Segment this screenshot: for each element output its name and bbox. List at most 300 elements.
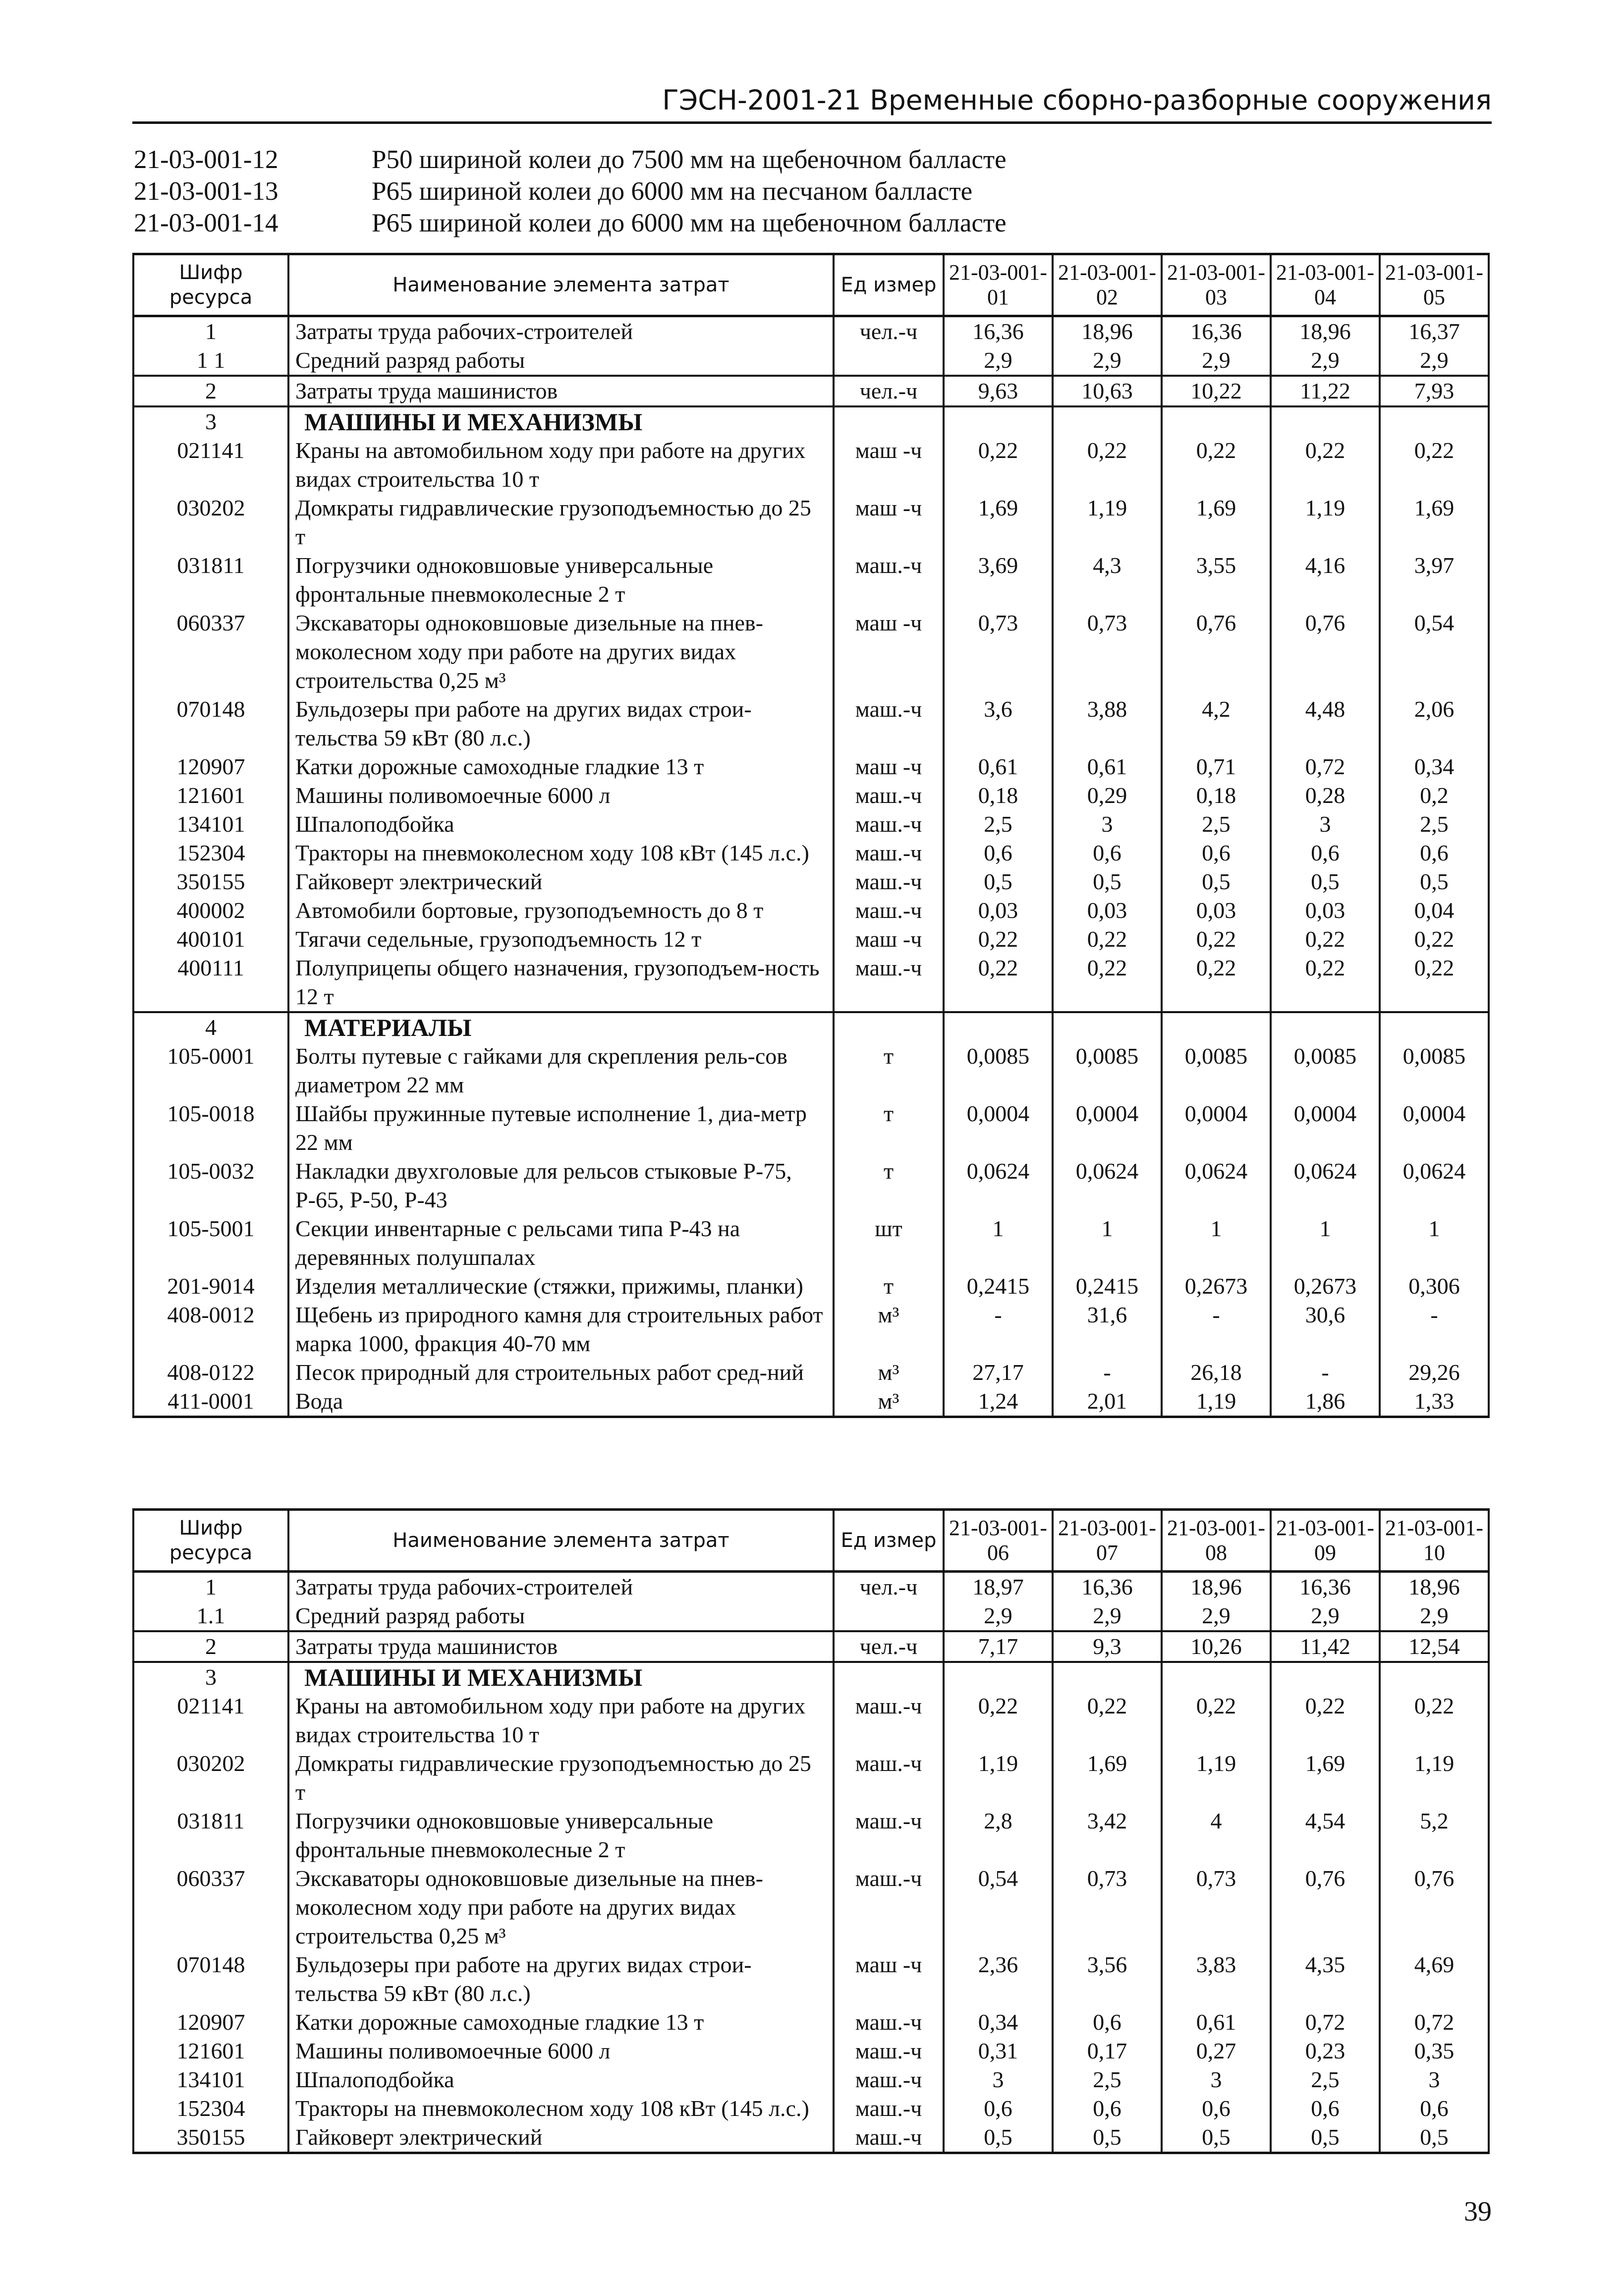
cell-value: 4,35 <box>1271 1950 1380 2008</box>
cell-value: 1 <box>1380 1214 1489 1272</box>
cell-value: 2,8 <box>944 1807 1053 1864</box>
cell-value <box>944 1012 1053 1042</box>
cell-name: Накладки двухголовые для рельсов стыковые Р-75, Р-65, Р-50, Р-43 <box>288 1157 834 1214</box>
cell-value: 3 <box>944 2065 1053 2094</box>
cell-cipher: 121601 <box>133 2037 288 2065</box>
cell-value: 0,72 <box>1271 752 1380 781</box>
cell-value: 0,22 <box>1053 954 1162 1012</box>
cell-value: 0,6 <box>944 839 1053 867</box>
table-row <box>133 1042 1489 1099</box>
cell-value: 1,69 <box>1380 494 1489 551</box>
cell-value: 0,18 <box>1162 781 1271 810</box>
cell-value: 0,71 <box>1162 752 1271 781</box>
cell-value: 0,0624 <box>1162 1157 1271 1214</box>
cell-name: Средний разряд работы <box>288 346 834 376</box>
cell-unit: т <box>834 1042 944 1099</box>
cell-value: 4,16 <box>1271 551 1380 609</box>
table-row <box>133 1214 1489 1272</box>
cell-name: Катки дорожные самоходные гладкие 13 т <box>288 752 834 781</box>
cell-name: Автомобили бортовые, грузоподъемность до 8 т <box>288 896 834 925</box>
cell-value: 0,31 <box>944 2037 1053 2065</box>
cell-value: 0,22 <box>944 436 1053 494</box>
table-row <box>133 2037 1489 2065</box>
table-row <box>133 1601 1489 1631</box>
table-row <box>133 1864 1489 1950</box>
cell-unit: м³ <box>834 1358 944 1387</box>
cell-value: 0,5 <box>944 2123 1053 2153</box>
cell-value: 16,36 <box>1162 316 1271 346</box>
cell-cipher: 2 <box>133 376 288 406</box>
cell-unit: маш.-ч <box>834 867 944 896</box>
code-description: Р65 шириной колеи до 6000 мм на щебеночном балласте <box>372 209 1007 237</box>
cell-value: 1,19 <box>1271 494 1380 551</box>
cell-unit: шт <box>834 1214 944 1272</box>
cell-value: 0,28 <box>1271 781 1380 810</box>
cell-value: 0,0004 <box>1271 1099 1380 1157</box>
table-row <box>133 1572 1489 1602</box>
table-row <box>133 1387 1489 1417</box>
cell-value: 0,03 <box>1271 896 1380 925</box>
cell-value <box>1380 1012 1489 1042</box>
cell-value: 18,96 <box>1380 1572 1489 1602</box>
table-row <box>133 1950 1489 2008</box>
header-cipher: Шифр ресурса <box>133 1510 288 1572</box>
table-row <box>133 609 1489 695</box>
cell-value: 0,22 <box>1162 954 1271 1012</box>
cell-name: Погрузчики одноковшовые универсальные фронтальные пневмоколесные 2 т <box>288 551 834 609</box>
cell-name: Домкраты гидравлические грузоподъемностью до 25 т <box>288 1749 834 1807</box>
cell-value: 0,306 <box>1380 1272 1489 1301</box>
cell-value: 0,73 <box>944 609 1053 695</box>
table-row <box>133 867 1489 896</box>
cell-value: 1 <box>1162 1214 1271 1272</box>
cell-cipher: 134101 <box>133 2065 288 2094</box>
cell-value <box>1380 1662 1489 1692</box>
code-number: 21-03-001-12 <box>134 145 279 174</box>
cell-cipher: 4 <box>133 1012 288 1042</box>
cell-name: Затраты труда рабочих-строителей <box>288 1572 834 1602</box>
cell-value: 0,0085 <box>944 1042 1053 1099</box>
cell-value: 0,0085 <box>1271 1042 1380 1099</box>
cell-unit: маш.-ч <box>834 1692 944 1749</box>
cell-value: 1,69 <box>1053 1749 1162 1807</box>
cell-name: МАТЕРИАЛЫ <box>288 1012 834 1042</box>
cell-cipher: 021141 <box>133 1692 288 1749</box>
cell-cipher: 134101 <box>133 810 288 839</box>
cell-cipher: 3 <box>133 1662 288 1692</box>
cell-value: 11,22 <box>1271 376 1380 406</box>
cell-value <box>1162 1012 1271 1042</box>
cell-cipher: 1 <box>133 316 288 346</box>
cell-value: 0,76 <box>1162 609 1271 695</box>
table-row <box>133 781 1489 810</box>
cell-cipher: 400002 <box>133 896 288 925</box>
table-row <box>133 1631 1489 1662</box>
cell-unit <box>834 346 944 376</box>
cell-value: 0,22 <box>1271 436 1380 494</box>
table-row <box>133 1692 1489 1749</box>
cell-name: Бульдозеры при работе на других видах строи-тельства 59 кВт (80 л.с.) <box>288 1950 834 2008</box>
cell-value: 0,03 <box>1162 896 1271 925</box>
cell-value: 0,34 <box>944 2008 1053 2037</box>
cell-value: 26,18 <box>1162 1358 1271 1387</box>
cell-name: Краны на автомобильном ходу при работе на других видах строительства 10 т <box>288 1692 834 1749</box>
cell-value: 18,97 <box>944 1572 1053 1602</box>
cell-value: 0,22 <box>1380 954 1489 1012</box>
cell-value: 0,73 <box>1053 609 1162 695</box>
cell-cipher: 021141 <box>133 436 288 494</box>
cell-value: 3,83 <box>1162 1950 1271 2008</box>
cell-value: 2,9 <box>1053 346 1162 376</box>
cell-value: 3 <box>1162 2065 1271 2094</box>
cell-name: Тракторы на пневмоколесном ходу 108 кВт (145 л.с.) <box>288 839 834 867</box>
table-row <box>133 954 1489 1012</box>
cell-value: 16,37 <box>1380 316 1489 346</box>
cell-cipher: 030202 <box>133 494 288 551</box>
cell-name: Тракторы на пневмоколесном ходу 108 кВт (145 л.с.) <box>288 2094 834 2123</box>
cell-unit: маш.-ч <box>834 2065 944 2094</box>
cell-value: 1 <box>944 1214 1053 1272</box>
cell-value: 18,96 <box>1271 316 1380 346</box>
cell-name: МАШИНЫ И МЕХАНИЗМЫ <box>288 406 834 436</box>
cell-value: 0,54 <box>944 1864 1053 1950</box>
cell-cipher: 105-0032 <box>133 1157 288 1214</box>
cell-value: 2,9 <box>1271 1601 1380 1631</box>
cell-value: - <box>944 1301 1053 1358</box>
cell-cipher: 031811 <box>133 1807 288 1864</box>
table-row <box>133 752 1489 781</box>
cell-value: - <box>1053 1358 1162 1387</box>
cell-value: 1,19 <box>1053 494 1162 551</box>
cell-cipher: 120907 <box>133 752 288 781</box>
cell-unit: чел.-ч <box>834 316 944 346</box>
header-name: Наименование элемента затрат <box>288 254 834 316</box>
cell-value: 2,9 <box>1162 346 1271 376</box>
cell-value: 7,93 <box>1380 376 1489 406</box>
cell-value: 0,27 <box>1162 2037 1271 2065</box>
cell-value: 0,0624 <box>1053 1157 1162 1214</box>
cell-unit: маш.-ч <box>834 695 944 752</box>
cell-name: Средний разряд работы <box>288 1601 834 1631</box>
cell-value: 2,06 <box>1380 695 1489 752</box>
cell-name: Краны на автомобильном ходу при работе на других видах строительства 10 т <box>288 436 834 494</box>
cell-cipher: 120907 <box>133 2008 288 2037</box>
table-row <box>133 1099 1489 1157</box>
cell-value: 2,9 <box>1053 1601 1162 1631</box>
cell-value <box>1271 1012 1380 1042</box>
cell-value: 1,19 <box>1380 1749 1489 1807</box>
cell-value: 7,17 <box>944 1631 1053 1662</box>
cell-value: 2,5 <box>1380 810 1489 839</box>
cell-value: 0,22 <box>944 925 1053 954</box>
cell-name: Шайбы пружинные путевые исполнение 1, диа-метр 22 мм <box>288 1099 834 1157</box>
cell-value <box>1053 406 1162 436</box>
cell-name: Домкраты гидравлические грузоподъемностью до 25 т <box>288 494 834 551</box>
cell-unit: маш.-ч <box>834 2008 944 2037</box>
cell-value: 27,17 <box>944 1358 1053 1387</box>
cell-value: 0,6 <box>1271 2094 1380 2123</box>
cell-name: Вода <box>288 1387 834 1417</box>
cell-unit: м³ <box>834 1301 944 1358</box>
cell-unit: маш -ч <box>834 1950 944 2008</box>
cell-value: 0,0085 <box>1380 1042 1489 1099</box>
cell-value: 2,9 <box>1162 1601 1271 1631</box>
cell-value: 0,04 <box>1380 896 1489 925</box>
cell-value: 3,88 <box>1053 695 1162 752</box>
cell-unit: маш.-ч <box>834 896 944 925</box>
cell-value: 1,69 <box>1271 1749 1380 1807</box>
table-row <box>133 1012 1489 1042</box>
header-unit: Ед измер <box>834 1510 944 1572</box>
cell-cipher: 070148 <box>133 1950 288 2008</box>
cell-unit: чел.-ч <box>834 376 944 406</box>
cell-name: Тягачи седельные, грузоподъемность 12 т <box>288 925 834 954</box>
cell-value: 4,3 <box>1053 551 1162 609</box>
cell-unit: маш.-ч <box>834 839 944 867</box>
cell-unit: маш -ч <box>834 494 944 551</box>
cell-value: 0,03 <box>944 896 1053 925</box>
cell-value: 2,01 <box>1053 1387 1162 1417</box>
header-name: Наименование элемента затрат <box>288 1510 834 1572</box>
header-cipher: Шифр ресурса <box>133 254 288 316</box>
cell-name: Гайковерт электрический <box>288 2123 834 2153</box>
cell-value: 0,22 <box>1053 925 1162 954</box>
cell-value: 0,76 <box>1271 609 1380 695</box>
cell-value: 0,35 <box>1380 2037 1489 2065</box>
cell-value: 2,36 <box>944 1950 1053 2008</box>
cell-value: 0,54 <box>1380 609 1489 695</box>
cell-value: 4,69 <box>1380 1950 1489 2008</box>
cell-unit: маш -ч <box>834 609 944 695</box>
cell-cipher: 031811 <box>133 551 288 609</box>
cell-value: 3,56 <box>1053 1950 1162 2008</box>
cell-value: 0,22 <box>1162 436 1271 494</box>
cell-value: 3,42 <box>1053 1807 1162 1864</box>
table-row <box>133 2123 1489 2153</box>
cell-value: 1,24 <box>944 1387 1053 1417</box>
cell-value: 1 <box>1271 1214 1380 1272</box>
cell-value <box>1053 1012 1162 1042</box>
cell-value: 2,9 <box>1380 1601 1489 1631</box>
cell-value: 0,22 <box>1162 1692 1271 1749</box>
cell-value: 0,17 <box>1053 2037 1162 2065</box>
cell-value: 2,9 <box>944 1601 1053 1631</box>
cell-unit: чел.-ч <box>834 1631 944 1662</box>
cell-value: 3 <box>1053 810 1162 839</box>
cell-value: 16,36 <box>1053 1572 1162 1602</box>
cell-value: 0,5 <box>1162 2123 1271 2153</box>
cell-value: 2,9 <box>944 346 1053 376</box>
cell-value: 0,22 <box>1271 954 1380 1012</box>
cell-value: 0,6 <box>1162 2094 1271 2123</box>
cell-cipher: 152304 <box>133 2094 288 2123</box>
cell-name: Погрузчики одноковшовые универсальные фронтальные пневмоколесные 2 т <box>288 1807 834 1864</box>
cell-value: 1,19 <box>1162 1387 1271 1417</box>
cell-value: 0,22 <box>1271 1692 1380 1749</box>
cell-value: 0,73 <box>1162 1864 1271 1950</box>
cell-value: 0,0085 <box>1053 1042 1162 1099</box>
cell-value: 0,2415 <box>944 1272 1053 1301</box>
cell-cipher: 1 1 <box>133 346 288 376</box>
header-col: 21-03-001-07 <box>1053 1510 1162 1572</box>
cell-unit: маш.-ч <box>834 2123 944 2153</box>
cell-name: Шпалоподбойка <box>288 2065 834 2094</box>
cell-name: Затраты труда рабочих-строителей <box>288 316 834 346</box>
cell-value: - <box>1271 1358 1380 1387</box>
cell-value: 10,26 <box>1162 1631 1271 1662</box>
cell-unit: маш -ч <box>834 436 944 494</box>
cell-value: 0,5 <box>1053 867 1162 896</box>
cell-unit <box>834 1662 944 1692</box>
cell-unit <box>834 406 944 436</box>
table-header-row <box>133 254 1489 316</box>
cell-value: 0,76 <box>1271 1864 1380 1950</box>
cell-value: 0,2415 <box>1053 1272 1162 1301</box>
cell-value: 2,5 <box>1162 810 1271 839</box>
cell-name: Бульдозеры при работе на других видах строи-тельства 59 кВт (80 л.с.) <box>288 695 834 752</box>
cell-value: 1,86 <box>1271 1387 1380 1417</box>
table-row <box>133 1157 1489 1214</box>
cell-unit: маш.-ч <box>834 781 944 810</box>
table-row <box>133 406 1489 436</box>
header-col: 21-03-001-06 <box>944 1510 1053 1572</box>
cell-value: 3,69 <box>944 551 1053 609</box>
cell-cipher: 030202 <box>133 1749 288 1807</box>
cell-name: Машины поливомоечные 6000 л <box>288 2037 834 2065</box>
cell-value <box>1162 406 1271 436</box>
cell-cipher: 350155 <box>133 2123 288 2153</box>
header-col: 21-03-001-09 <box>1271 1510 1380 1572</box>
cell-value: 0,2 <box>1380 781 1489 810</box>
cell-unit: маш.-ч <box>834 954 944 1012</box>
table-row <box>133 1301 1489 1358</box>
cell-unit: маш.-ч <box>834 2094 944 2123</box>
cell-value: 0,6 <box>1162 839 1271 867</box>
cell-value: 4,2 <box>1162 695 1271 752</box>
cell-value: 0,22 <box>1162 925 1271 954</box>
cell-value: 1,69 <box>944 494 1053 551</box>
cell-cipher: 060337 <box>133 609 288 695</box>
cell-value <box>944 1662 1053 1692</box>
cell-value: 3 <box>1271 810 1380 839</box>
cell-value: 2,9 <box>1271 346 1380 376</box>
cell-value: 16,36 <box>944 316 1053 346</box>
cell-value: 0,22 <box>944 1692 1053 1749</box>
table-row <box>133 494 1489 551</box>
cell-value: - <box>1380 1301 1489 1358</box>
cell-value: 12,54 <box>1380 1631 1489 1662</box>
header-col: 21-03-001-01 <box>944 254 1053 316</box>
table-row <box>133 436 1489 494</box>
cell-unit: маш.-ч <box>834 551 944 609</box>
cell-value: 0,5 <box>1271 867 1380 896</box>
cell-value: 1 <box>1053 1214 1162 1272</box>
code-list-item <box>134 207 1007 239</box>
cell-cipher: 1 <box>133 1572 288 1602</box>
cell-cipher: 408-0122 <box>133 1358 288 1387</box>
table-row <box>133 1807 1489 1864</box>
cell-value: 0,61 <box>1162 2008 1271 2037</box>
cell-value: 0,6 <box>944 2094 1053 2123</box>
code-list-item <box>134 144 1007 175</box>
table-row <box>133 2094 1489 2123</box>
cell-value: 0,5 <box>944 867 1053 896</box>
cell-value: 0,03 <box>1053 896 1162 925</box>
cell-name: Щебень из природного камня для строительных работ марка 1000, фракция 40-70 мм <box>288 1301 834 1358</box>
cell-value <box>1271 406 1380 436</box>
cell-value: 0,22 <box>1053 436 1162 494</box>
cell-name: Затраты труда машинистов <box>288 1631 834 1662</box>
cell-unit: маш.-ч <box>834 1749 944 1807</box>
table-row <box>133 896 1489 925</box>
cell-value: 0,61 <box>1053 752 1162 781</box>
cell-value: 0,0624 <box>1271 1157 1380 1214</box>
table-row <box>133 2008 1489 2037</box>
cell-cipher: 400101 <box>133 925 288 954</box>
cell-name: МАШИНЫ И МЕХАНИЗМЫ <box>288 1662 834 1692</box>
cell-value: 3,55 <box>1162 551 1271 609</box>
code-description: Р50 шириной колеи до 7500 мм на щебеночном балласте <box>372 145 1007 174</box>
cell-unit: т <box>834 1157 944 1214</box>
code-number: 21-03-001-13 <box>134 177 279 206</box>
table-row <box>133 1662 1489 1692</box>
header-rule <box>132 121 1492 124</box>
cell-value: 0,0004 <box>944 1099 1053 1157</box>
cell-unit: м³ <box>834 1387 944 1417</box>
cell-value: 3 <box>1380 2065 1489 2094</box>
cell-value: 0,6 <box>1271 839 1380 867</box>
header-unit: Ед измер <box>834 254 944 316</box>
cell-value: 0,22 <box>1380 436 1489 494</box>
cell-value: 0,23 <box>1271 2037 1380 2065</box>
cell-value: 3,97 <box>1380 551 1489 609</box>
cell-value: 0,72 <box>1380 2008 1489 2037</box>
table-row <box>133 2065 1489 2094</box>
cell-value: 3,6 <box>944 695 1053 752</box>
cell-value: 0,73 <box>1053 1864 1162 1950</box>
cell-value: 0,61 <box>944 752 1053 781</box>
cell-value: 1,19 <box>944 1749 1053 1807</box>
cell-value: 0,0085 <box>1162 1042 1271 1099</box>
page-header-title: ГЭСН-2001-21 Временные сборно-разборные сооружения <box>662 84 1492 116</box>
cell-value: 0,5 <box>1162 867 1271 896</box>
cell-unit: т <box>834 1272 944 1301</box>
cell-cipher: 105-0018 <box>133 1099 288 1157</box>
cell-value: 0,5 <box>1053 2123 1162 2153</box>
cell-unit: маш -ч <box>834 925 944 954</box>
table-row <box>133 1749 1489 1807</box>
cell-value: 2,5 <box>1053 2065 1162 2094</box>
cell-value: 2,5 <box>1271 2065 1380 2094</box>
cell-value: 9,63 <box>944 376 1053 406</box>
cell-value: 2,9 <box>1380 346 1489 376</box>
cell-value: 0,6 <box>1380 839 1489 867</box>
cell-name: Песок природный для строительных работ сред-ний <box>288 1358 834 1387</box>
cell-value: 0,34 <box>1380 752 1489 781</box>
header-col: 21-03-001-03 <box>1162 254 1271 316</box>
cell-value: 1,19 <box>1162 1749 1271 1807</box>
cell-value: 0,29 <box>1053 781 1162 810</box>
cell-value: 11,42 <box>1271 1631 1380 1662</box>
cell-unit: маш.-ч <box>834 1864 944 1950</box>
cell-name: Секции инвентарные с рельсами типа Р-43 на деревянных полушпалах <box>288 1214 834 1272</box>
cell-value: 0,2673 <box>1271 1272 1380 1301</box>
cell-name: Катки дорожные самоходные гладкие 13 т <box>288 2008 834 2037</box>
code-description: Р65 шириной колеи до 6000 мм на песчаном балласте <box>372 177 973 206</box>
cell-value: 0,76 <box>1380 1864 1489 1950</box>
cell-value: 29,26 <box>1380 1358 1489 1387</box>
table-row <box>133 839 1489 867</box>
